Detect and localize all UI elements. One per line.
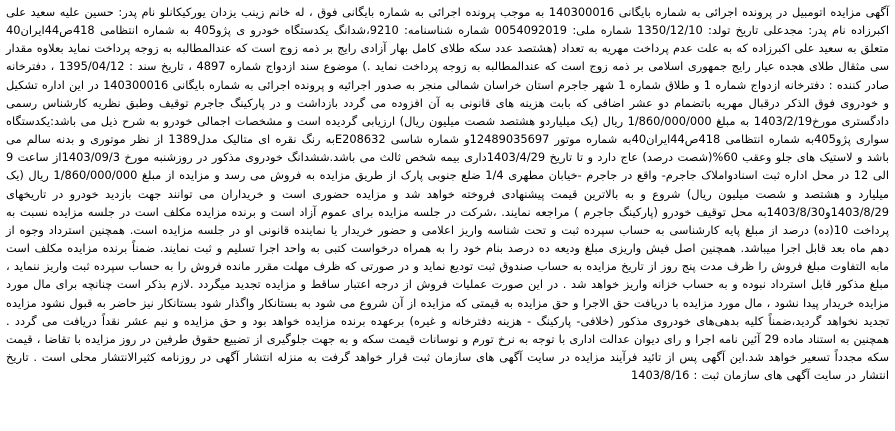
auction-notice-text: آگهی مزایده اتومبیل در پرونده اجرائی به شماره بایگانی 140300016 به موجب پرونده اجرائی به شماره بایگانی فوق ، له خانم زینب یزدان یورکیکانلو نام پدر: حسین علیه سعید علی اکبرزاده نام پدر: مجدعلی تاریخ تولد: 1350/12/10 شماره ملی: 0054092019 شماره شناسنامه: 9210،شدانگ یکدستگاه خودرو ی پژو405 به شماره انتظامی 418ص44ایران40 متعلق به سعید علی اکبرزاده که به علت عدم پرداخت مهریه به تعداد (هشتصد عدد سکه طلای کامل بهار آزادی رایج بر ذمه زوج است که عندالمطالبه به زوجه پرداخت نماید بعلاوه مقدار سی مثقال طلای هجده عیار رایج جمهوری اسلامی بر ذمه زوج است که عندالمطالبه به زوجه پرداخت نماید .) موضوع سند ازدواج شماره 4897 ، تاریخ سند : 1395/04/12 ، دفترخانه صادر کننده : دفترخانه ازدواج شماره 1 و طلاق شماره 1 شهر جاجرم استان خراسان شمالی منجر به صدور اجرائیه و پرونده اجرائی به شماره بایگانی 140300016 در این اداره تشکیل و خودروی فوق الذکر درقبال مهریه باتضمام دو عشر اضافی که بابت هزینه های قانونی به آن افزوده می گردد بازداشت و در پارکینگ جاجرم توقیف وطبق نظریه کارشناس رسمی دادگستری مورخ1403/2/19 به مبلغ 1/860/000/000 ریال (یک میلیاردو هشتصد شصت میلیون ریال) ارزیابی گردیده است و مشخصات اجمالی خودرو به شرح ذیل می باشد:یکدستگاه سواری پژو405به شماره انتظامی 418ص44ایران40به شماره موتور 12489035697و شماره شاسی E208632به رنگ نقره ای متالیک مدل1389 از نظر موتوری و بدنه سالم می باشد و لاستیک های جلو وعقب 60%(شصت درصد) عاج دارد و تا تاریخ 1403/4/29داری بیمه شخص ثالث می باشد.ششدانگ خودروی مذکور در روزشنبه مورخ 1403/09/3از ساعت 9 الی 12 در محل اداره ثبت اسنادواملاک جاجرم- واقع در جاجرم -خیابان مطهری 1/4 ضلع جنوبی پارک از طریق مزایده به فروش می رسد و مزایده از مبلغ 1/860/000/000 ریال (یک میلیارد و هشتصد و شصت میلیون ریال) شروع و به بالاترین قیمت پیشنهادی فروخته خواهد شد و مزایده حضوری است و خریداران می توانند جهت بازدید خودرو در تاریخهای 1403/8/29و1403/8/30به محل توقیف خودرو (پارکینگ جاجرم ) مراجعه نمایند. ،شرکت در جلسه مزایده برای عموم آزاد است و برنده مزایده مکلف است در جلسه مزایده نسبت به پرداخت 10(ده) درصد از مبلغ پایه کارشناسی به حساب سپرده ثبت و تحت شناسه واریز اعلامی و حضور خریدار یا نماینده قانونی او در جلسه مزایده است. همچنین استرداد وجوه از دهم ماه بعد قابل اجرا میباشد. همچنین اصل فیش واریزی مبلغ ودیعه ده درصد بنام خود را به همراه درخواست کتبی به واحد اجرا تسلیم و ثبت نمایند. ضمناً برنده مزایده مکلف است مابه التفاوت مبلغ فروش را ظرف مدت پنج روز از تاریخ مزایده به حساب صندوق ثبت تودیع نماید و در صورتی که ظرف مهلت مقرر مانده فروش را به حساب سپرده ثبت واریز ننماید ، مبلغ مذکور قابل استرداد نبوده و به حساب خزانه واریز خواهد شد . در این صورت عملیات فروش از درجه اعتبار ساقط و مزایده تجدید میگردد .لازم بذکر است چنانچه برای مال مورد مزایده خریدار پیدا نشود ، مال مورد مزایده با دریافت حق الاجرا و حق مزایده به قیمتی که مزایده از آن شروع می شود به بستانکار واگذار شود بستانکار نیز حاضر به قبول نشود مزایده تجدید نخواهد گردید،ضمناً کلیه بدهی‌های خودروی مذکور (خلافی- پارکینگ - هزینه دفترخانه و غیره) برعهده برنده مزایده خواهد بود و حق مزایده و نیم عشر نقداً دریافت می گردد . همچنین به استناد ماده 29 آئین نامه اجرا و رای دیوان عدالت اداری با توجه به نرخ تورم و نوسانات قیمت سکه و به جهت جلوگیری از تضییع حقوق طرفین در روز مزایده با تقاضا ، قیمت سکه مجدداً تسعیر خواهد شد.این آگهی پس از تائید فرآیند مزایده در سایت آگهی های سازمان ثبت قرار خواهد گرفت به منزله انتشار آگهی در روزنامه کثیرالانتشار محلی است . تاریخ انتشار در سایت آگهی های سازمان ثبت : 1403/8/16 xyxy=(6,5,890,383)
